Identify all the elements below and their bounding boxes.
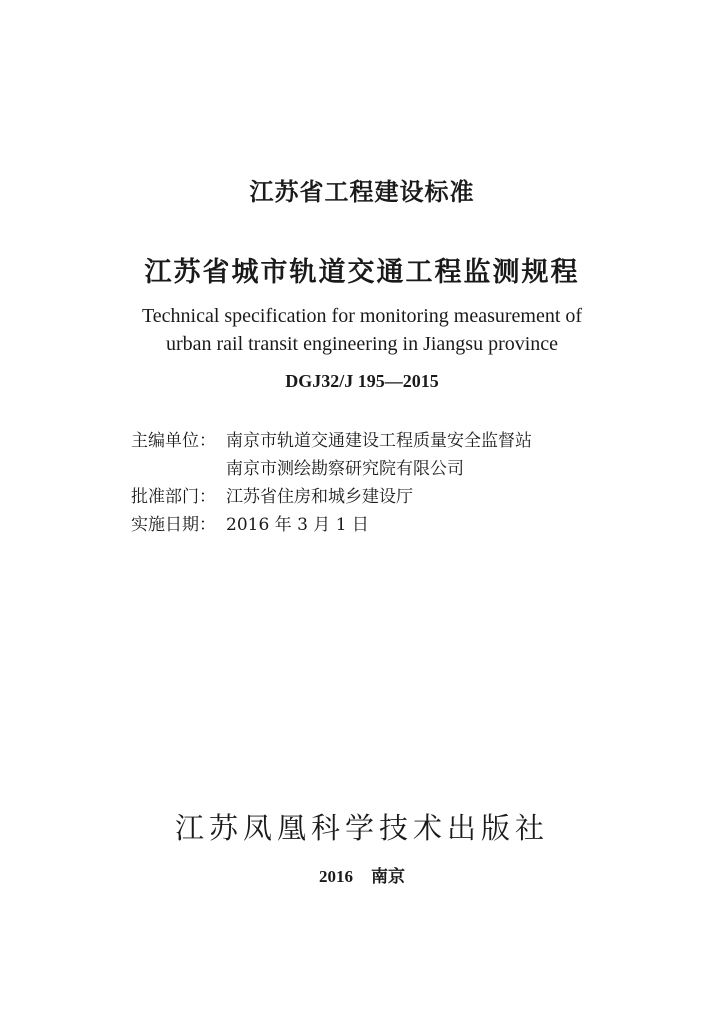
standard-code: DGJ32/J 195—2015 [285, 371, 439, 391]
chief-editor-row [131, 426, 532, 451]
series-title: 江苏省工程建设标准 [249, 178, 475, 206]
chief-editor-2: 南京市测绘勘察研究院有限公司 [226, 459, 464, 479]
effective-label: 实施日期： [131, 515, 216, 535]
page-title: 江苏省城市轨道交通工程监测规程 [144, 257, 580, 288]
approval-row [131, 482, 413, 507]
publish-year-city [0, 862, 724, 887]
publisher-name: 江苏凤凰科学技术出版社 [174, 811, 549, 845]
effective-date-row [131, 510, 369, 535]
chief-editor-1: 南京市轨道交通建设工程质量安全监督站 [226, 431, 532, 451]
approval-value: 江苏省住房和城乡建设厅 [226, 487, 413, 507]
english-title-line-2: urban rail transit engineering in Jiangsu province [165, 333, 559, 355]
effective-value: 2016 年 3 月 1 日 [226, 515, 369, 535]
english-title-line-1: Technical specification for monitoring measurement of [141, 305, 583, 327]
publish-year: 2016 [319, 867, 353, 886]
english-title [0, 302, 724, 358]
approval-label: 批准部门： [131, 487, 216, 507]
chief-editor-label: 主编单位： [131, 431, 216, 451]
chief-editor-row-2 [226, 454, 464, 479]
publish-city: 南京 [371, 867, 405, 886]
